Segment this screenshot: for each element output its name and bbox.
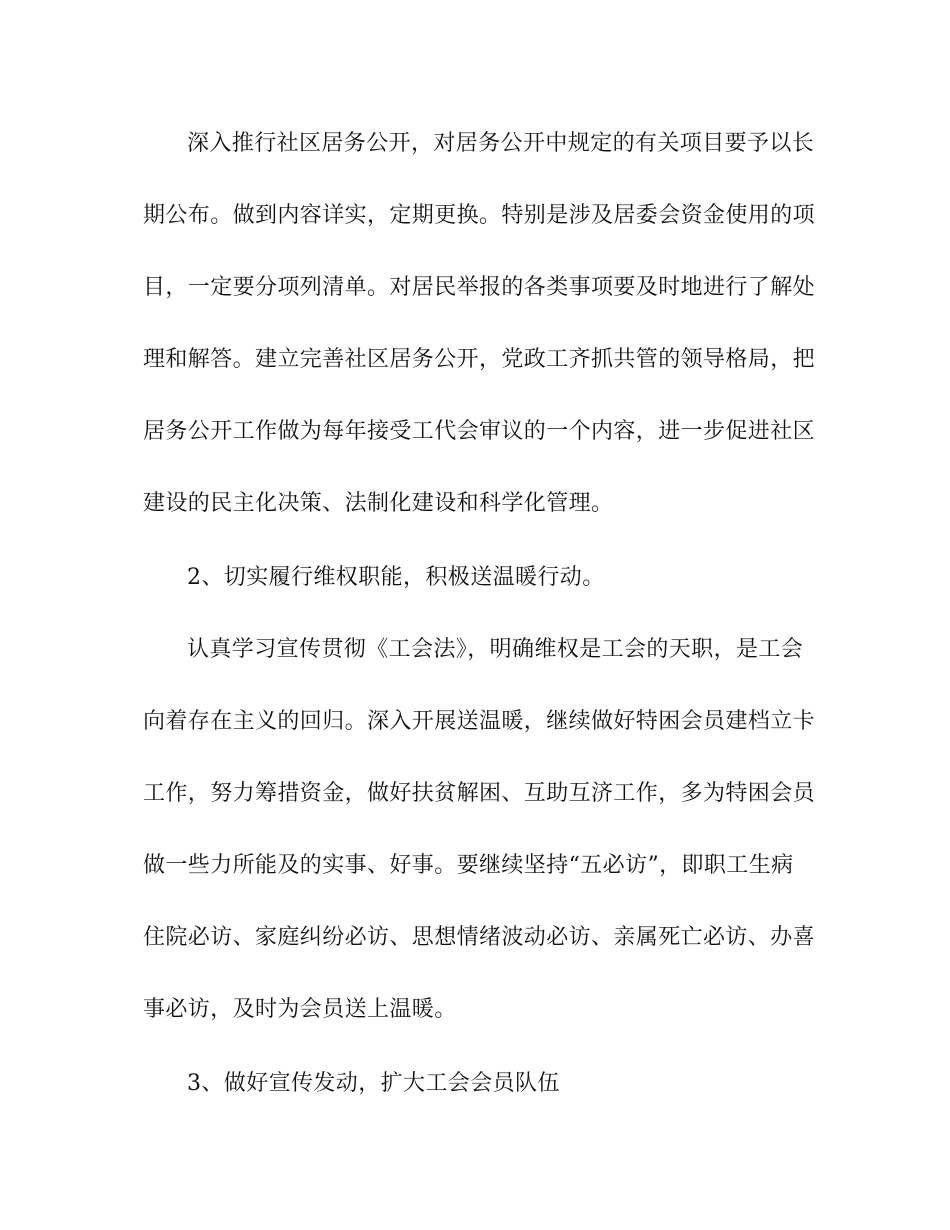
section-heading: 3、做好宣传发动，扩大工会会员队伍	[187, 1071, 560, 1096]
paragraph-line: 理和解答。建立完善社区居务公开，党政工齐抓共管的领导格局，把	[143, 347, 816, 372]
section-heading: 2、切实履行维权职能，积极送温暖行动。	[187, 565, 605, 590]
paragraph-line: 住院必访、家庭纠纷必访、思想情绪波动必访、亲属死亡必访、办喜	[143, 925, 816, 950]
paragraph-line: 目，一定要分项列清单。对居民举报的各类事项要及时地进行了解处	[143, 275, 816, 300]
paragraph-line: 事必访，及时为会员送上温暖。	[143, 997, 457, 1022]
paragraph-line: 居务公开工作做为每年接受工代会审议的一个内容，进一步促进社区	[143, 419, 816, 444]
paragraph-line: 认真学习宣传贯彻《工会法》，明确维权是工会的天职，是工会	[187, 637, 804, 662]
paragraph-line: 工作，努力筹措资金，做好扶贫解困、互助互济工作，多为特困会员	[143, 781, 816, 806]
paragraph-line: 向着存在主义的回归。深入开展送温暖，继续做好特困会员建档立卡	[143, 709, 816, 734]
paragraph-line: 做一些力所能及的实事、好事。要继续坚持“五必访”，即职工生病	[143, 853, 794, 878]
paragraph-line: 深入推行社区居务公开，对居务公开中规定的有关项目要予以长	[187, 131, 815, 156]
paragraph-line: 期公布。做到内容详实，定期更换。特别是涉及居委会资金使用的项	[143, 203, 816, 228]
paragraph-line: 建设的民主化决策、法制化建设和科学化管理。	[143, 491, 614, 516]
